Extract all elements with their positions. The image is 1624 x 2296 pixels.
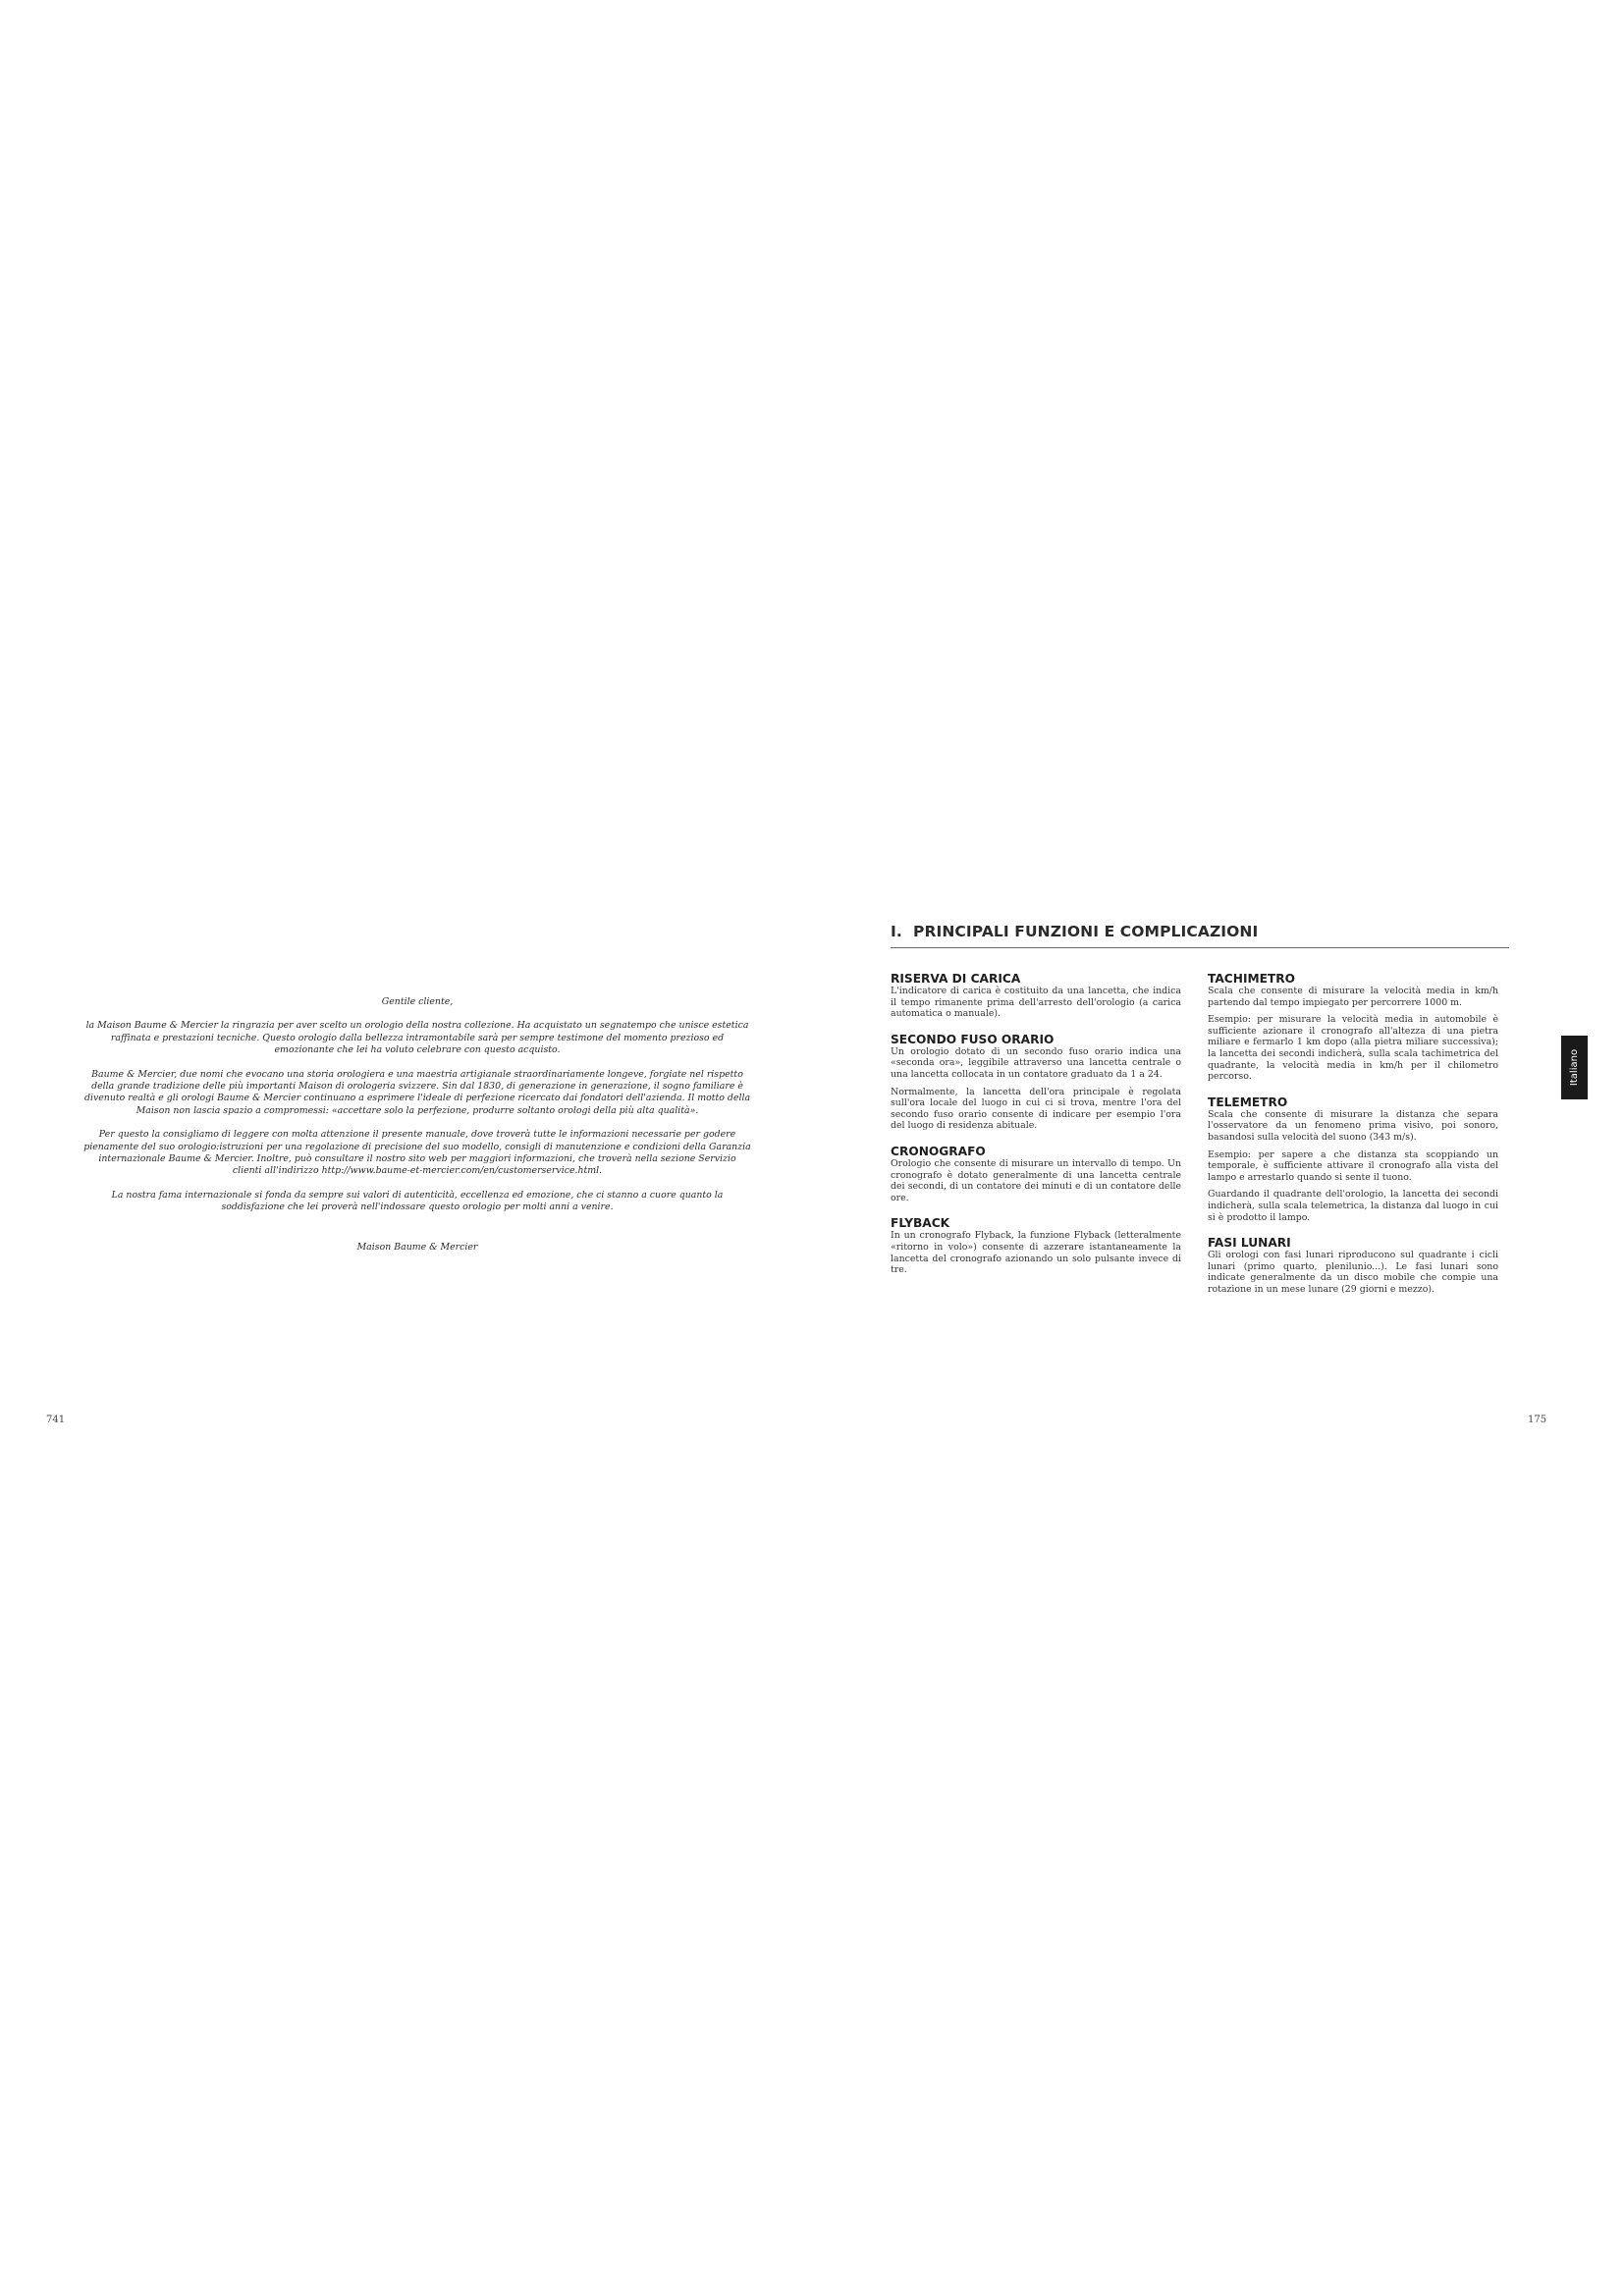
- feature-heading: FASI LUNARI: [1208, 1236, 1291, 1251]
- section-title: [891, 923, 1509, 948]
- feature-heading: CRONOGRAFO: [891, 1144, 986, 1158]
- feature-heading: SECONDO FUSO ORARIO: [891, 1032, 1055, 1046]
- feature-block-power-reserve: [891, 972, 1181, 1020]
- feature-block-moon-phases: [1208, 1236, 1498, 1295]
- language-tab: [1561, 1036, 1588, 1099]
- feature-heading: FLYBACK: [891, 1216, 950, 1231]
- feature-text: In un cronografo Flyback, la funzione Flyback (letteralmente «ritorno in volo») consente di azzerare istantaneamente la lancetta del cronografo azionando un solo pulsante invece di tre.: [891, 1230, 1181, 1276]
- letter-salutation: Gentile cliente,: [381, 996, 454, 1007]
- feature-heading: TELEMETRO: [1208, 1095, 1288, 1109]
- feature-text: Scala che consente di misurare la distanza che separa l'osservatore da un fenomeno prima visivo, poi sonoro, basandosi sulla velocità del suono (343 m/s).: [1208, 1108, 1498, 1143]
- feature-text: Guardando il quadrante dell'orologio, la lancetta dei secondi indicherà, sulla scala telemetrica, la distanza dal luogo in cui si è prodotto il lampo.: [1208, 1189, 1498, 1223]
- feature-text: Normalmente, la lancetta dell'ora principale è regolata sull'ora locale del luogo in cui ci si trova, mentre l'ora del secondo fuso orario consente di indicare per esempio l'ora del luogo di residenza abituale.: [891, 1086, 1181, 1132]
- feature-text: Scala che consente di misurare la velocità media in km/h partendo dal tempo impiegato per percorrere 1000 m.: [1208, 986, 1498, 1008]
- feature-block-second-time-zone: [891, 1033, 1181, 1132]
- content-column-right: [1208, 972, 1498, 1308]
- feature-block-tachymeter: [1208, 972, 1498, 1083]
- letter-paragraph: Per questo la consigliamo di leggere con molta attenzione il presente manuale, dove troverà tutte le informazioni necessarie per godere pienamente del suo orologio:istruzioni per una regolazione di precisione del suo modello, consigli di manutenzione e condizioni della Garanzia internazionale Baume & Mercier. Inoltre, può consultare il nostro sito web per maggiori informazioni, che troverà nella sezione Servizio clienti all'indirizzo http://www.baume-et-mercier.com/en/customerservice.html.: [83, 1129, 751, 1177]
- feature-text: Orologio che consente di misurare un intervallo di tempo. Un cronografo è dotato generalmente di una lancetta centrale dei secondi, di un contatore dei minuti e di un contatore delle ore.: [891, 1157, 1181, 1203]
- feature-text: Gli orologi con fasi lunari riproducono sul quadrante i cicli lunari (primo quarto, plenilunio...). Le fasi lunari sono indicate generalmente da un disco mobile che compie una rotazione in un mese lunare (29 giorni e mezzo).: [1208, 1250, 1498, 1295]
- section-number: I.: [891, 923, 902, 940]
- letter-paragraph: La nostra fama internazionale si fonda da sempre sui valori di autenticità, eccellenza ed emozione, che ci stanno a cuore quanto la soddisfazione che lei proverà nell'indossare questo orologio per molti anni a venire.: [111, 1189, 724, 1213]
- feature-text: Esempio: per misurare la velocità media in automobile è sufficiente azionare il cronografo all'altezza di una pietra miliare e fermarlo 1 km dopo (alla pietra miliare successiva); la lancetta dei secondi indicherà, sulla scala tachimetrica del quadrante, la velocità media in km/h per il chilometro percorso.: [1208, 1014, 1498, 1083]
- feature-block-telemeter: [1208, 1095, 1498, 1223]
- feature-text: Esempio: per sapere a che distanza sta scoppiando un temporale, è sufficiente attivare il cronografo alla vista del lampo e arrestarlo quando si sente il tuono.: [1208, 1148, 1498, 1183]
- letter-signature: Maison Baume & Mercier: [356, 1241, 478, 1253]
- feature-text: Un orologio dotato di un secondo fuso orario indica una «seconda ora», leggibile attraverso una lancetta centrale o una lancetta collocata in un contatore graduato da 1 a 24.: [891, 1045, 1181, 1080]
- welcome-letter: [83, 996, 751, 1265]
- feature-heading: RISERVA DI CARICA: [891, 972, 1021, 986]
- feature-text: L'indicatore di carica è costituito da una lancetta, che indica il tempo rimanente prima dell'arresto dell'orologio (a carica automatica o manuale).: [891, 986, 1181, 1020]
- page-number-right: 175: [1528, 1415, 1547, 1425]
- page-number-left: 741: [46, 1415, 66, 1425]
- section-title-text: PRINCIPALI FUNZIONI E COMPLICAZIONI: [913, 923, 1259, 940]
- language-tab-label: Italiano: [1569, 1048, 1581, 1087]
- feature-block-chronograph: [891, 1145, 1181, 1203]
- feature-heading: TACHIMETRO: [1208, 972, 1295, 986]
- content-column-left: [891, 972, 1181, 1289]
- letter-paragraph: la Maison Baume & Mercier la ringrazia per aver scelto un orologio della nostra collezione. Ha acquistato un segnatempo che unisce estetica raffinata e prestazioni tecniche. Questo orologio dalla bellezza intramontabile sarà per sempre testimone del momento prezioso ed emozionante che lei ha voluto celebrare con questo acquisto.: [85, 1020, 749, 1056]
- letter-paragraph: Baume & Mercier, due nomi che evocano una storia orologiera e una maestria artigianale straordinariamente longeve, forgiate nel rispetto della grande tradizione delle più importanti Maison di orologeria svizzere. Sin dal 1830, di generazione in generazione, il sogno familiare è divenuto realtà e gli orologi Baume & Mercier continuano a esprimere l'ideale di perfezione ricercato dai fondatori dell'azienda. Il motto della Maison non lascia spazio a compromessi: «accettare solo la perfezione, produrre soltanto orologi della più alta qualità».: [83, 1068, 751, 1116]
- feature-block-flyback: [891, 1216, 1181, 1275]
